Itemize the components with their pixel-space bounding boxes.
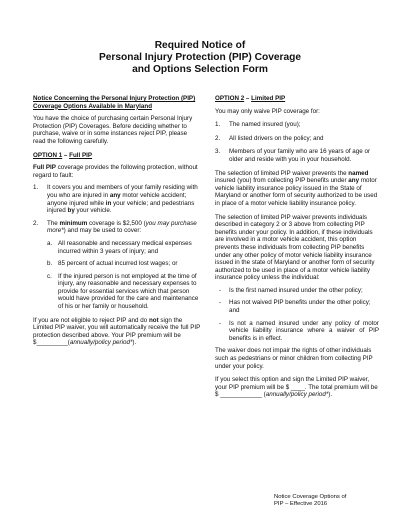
exception-item-2: - Has not waived PIP benefits under the other policy; and xyxy=(219,299,371,315)
limited-pip-paragraph-1: The selection of limited PIP waiver prevents the named insured (you) from collecting PIP benefits under any motor vehicle liability insurance policy issued in the State of Maryland or another form of security authorized to be used in place of a motor vehicle liability insurance policy. xyxy=(215,169,378,207)
right-column xyxy=(215,95,379,399)
coverage-item-a: a. All reasonable and necessary medical expenses incurred within 3 years of injury; and xyxy=(47,239,192,255)
title-line-1: Required Notice of xyxy=(154,40,246,51)
option-2-heading: OPTION 2 – Limited PIP xyxy=(215,95,286,102)
option-1-heading: OPTION 1 – Full PIP xyxy=(33,151,93,159)
waive-intro: You may only waive PIP coverage for: xyxy=(215,107,320,115)
full-pip-description: Full PIP coverage provides the following protection, without regard to fault: xyxy=(33,164,198,179)
exception-item-1: - Is the first named insured under the other policy; xyxy=(219,286,363,294)
full-pip-item-2: 2. The minimum coverage is $2,500 (you may purchase more*) and may be used to cover: xyxy=(33,219,197,235)
footer-line-1: Notice Coverage Options of xyxy=(274,494,347,500)
full-pip-item-1: 1. It covers you and members of your family residing with you who are injured in any motor vehicle accident; anyone injured while in your vehicle; and pedestrians injured by your vehicle. xyxy=(33,184,198,215)
notice-heading: Notice Concerning the Personal Injury Protection (PIP) Coverage Options Available in Maryland xyxy=(33,95,196,110)
waive-item-1: 1. The named insured (you); xyxy=(215,121,301,129)
waive-item-3: 3. Members of your family who are 16 years of age or older and reside with you in your household. xyxy=(215,148,371,163)
title-line-2: Personal Injury Protection (PIP) Coverage xyxy=(98,52,302,63)
limited-pip-paragraph-2: The selection of limited PIP waiver prevents individuals described in category 2 or 3 above from collecting PIP benefits under your policy. In addition, if these individuals are involved in a motor vehicle accident, this option prevents these individuals from collecting PIP benefits under any other policy of motor vehicle liability insurance issued in the state of Maryland or another form of security authorized to be used in place of a motor vehicle liability insurance policy unless the individual: xyxy=(215,213,375,282)
coverage-item-c: c. If the injured person is not employed at the time of injury, any reasonable and necessary expenses to provide for essential services which that person would have provided for the care and maintenance of his or her family or household. xyxy=(47,272,199,311)
exception-item-3: - Is not a named insured under any policy of motor vehicle liability insurance where a waiver of PIP benefits is in effect. xyxy=(219,319,379,342)
left-column xyxy=(33,95,201,347)
title-line-3: and Options Selection Form xyxy=(132,64,268,75)
limited-pip-premium-paragraph: If you select this option and sign the Limited PIP waiver, your PIP premium will be $ ____. The total premium will be $ ____________ (annually/policy period*). xyxy=(215,376,378,399)
form-title xyxy=(0,40,400,76)
waive-item-2: 2. All listed drivers on the policy; and xyxy=(215,134,324,142)
footer-line-2: PIP – Effective 2016 xyxy=(274,501,328,507)
intro-paragraph: You have the choice of purchasing certain Personal Injury Protection (PIP) Coverages. Before deciding whether to purchase, waive or in some instances reject PIP, please read the following carefully. xyxy=(33,115,193,145)
full-pip-closing: If you are not eligible to reject PIP and do not sign the Limited PIP waiver, you will automatically receive the full PIP protection described above. Your PIP premium will be $_________(annually/policy period*). xyxy=(33,316,201,347)
waiver-rights-paragraph: The waiver does not impair the rights of other individuals such as pedestrians or minor children from collecting PIP under your policy. xyxy=(215,347,373,370)
page-footer xyxy=(274,494,384,508)
coverage-item-b: b. 85 percent of actual incurred lost wages; or xyxy=(47,260,178,268)
